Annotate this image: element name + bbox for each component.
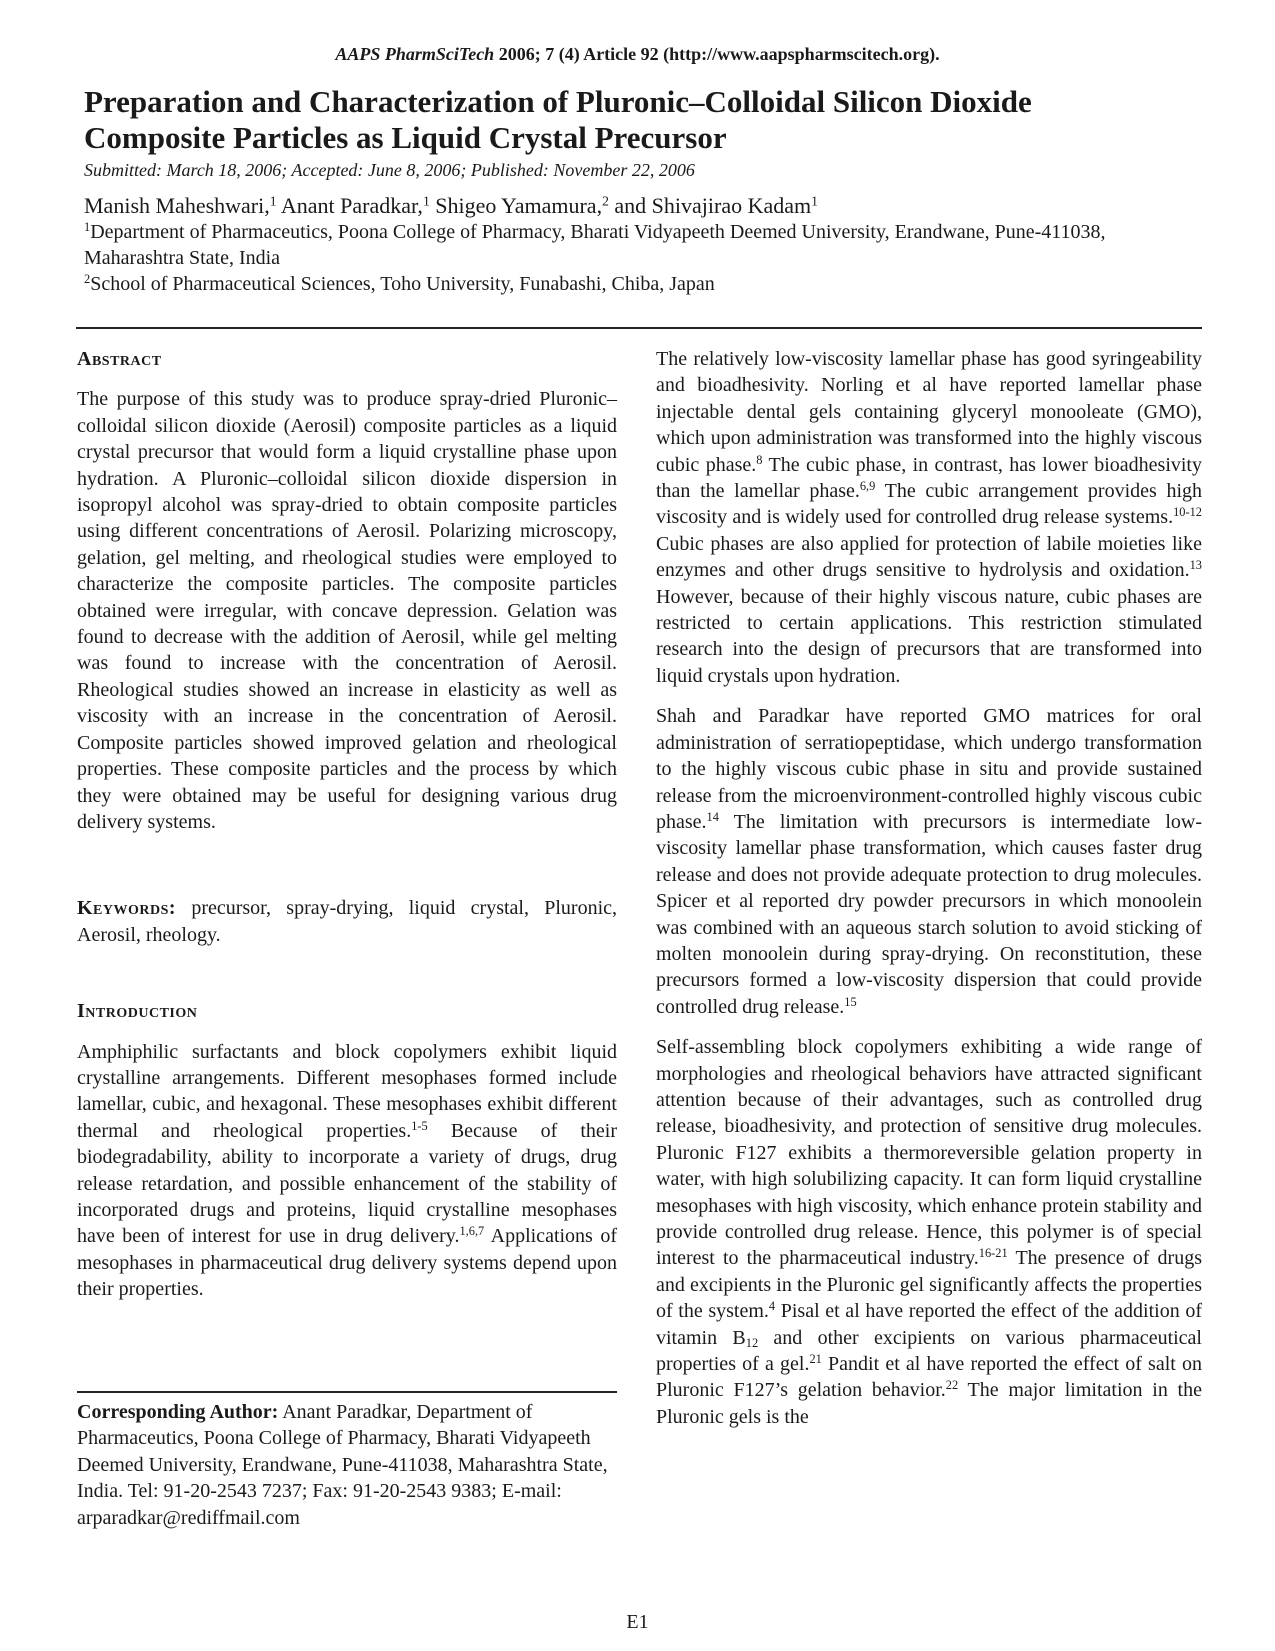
citation-ref: 1-5: [411, 1118, 428, 1133]
author: Anant Paradkar,: [280, 193, 423, 218]
affiliation-1: [84, 219, 1204, 271]
subscript: 12: [745, 1335, 759, 1350]
header-divider: [76, 327, 1202, 329]
text-span: Because of their biodegradability, ability to incorporate a variety of drugs, drug release retardation, and possible enhancement of the stability of incorporated drugs and proteins, liquid crystalline mesophases have been of interest for use in drug delivery.: [77, 1119, 617, 1248]
citation-ref: 21: [809, 1352, 822, 1367]
author-affiliation-marker: 1: [269, 193, 277, 209]
text-span: However, because of their highly viscous nature, cubic phases are restricted to certain applications. This restriction stimulated research into the design of precursors that are transformed into liquid crystals upon hydration.: [656, 585, 1202, 687]
affiliation-text: School of Pharmaceutical Sciences, Toho University, Funabashi, Chiba, Japan: [90, 273, 715, 295]
citation-ref: 8: [756, 452, 763, 467]
journal-citation: 2006; 7 (4) Article 92 (http://www.aapspharmscitech.org).: [498, 44, 940, 64]
journal-citation-line: [0, 44, 1275, 65]
text-span: Cubic phases are also applied for protection of labile moieties like enzymes and other drugs sensitive to hydrolysis and oxidation.: [656, 532, 1202, 582]
body-paragraph: [656, 1034, 1202, 1430]
citation-ref: 16-21: [978, 1246, 1008, 1261]
title-line-2: Composite Particles as Liquid Crystal Precursor: [84, 120, 727, 155]
text-span: Self-assembling block copolymers exhibiting a wide range of morphologies and rheological behaviors have attracted significant attention because of their advantages, such as controlled drug release, bioadhesivity, and protection of sensitive drug molecules. Pluronic F127 exhibits a thermoreversible gelation property in water, with high solubilizing capacity. It can form liquid crystalline mesophases with high viscosity, which enhance protein stability and provide controlled drug release. Hence, this polymer is of special interest to the pharmaceutical industry.: [656, 1036, 1202, 1270]
text-span: The major limitation in the Pluronic gels is the: [656, 1379, 1202, 1428]
text-span: Pisal et al have reported the effect of the addition of vitamin B: [656, 1300, 1203, 1349]
introduction-heading: Introduction: [77, 1000, 198, 1023]
text-span: The relatively low-viscosity lamellar phase has good syringeability and bioadhesivity. Norling et al have reported lamellar phase injectable dental gels containing glyceryl monooleate (GMO), which upon administration was transformed into the highly viscous cubic phase.: [656, 348, 1202, 476]
text-span: The cubic phase, in contrast, has lower bioadhesivity than the lamellar phase.: [656, 453, 1202, 503]
keywords-label: Keywords:: [77, 897, 177, 920]
author: Manish Maheshwari,: [84, 193, 270, 218]
keywords: [77, 895, 617, 948]
text-span: and other excipients on various pharmaceutical properties of a gel.: [656, 1326, 1202, 1376]
text-span: The limitation with precursors is intermediate low-viscosity lamellar phase transformation, which causes faster drug release and does not provide adequate protection to drug molecules. Spicer et al reported dry powder precursors in which monoolein was combined with an aqueous starch solution to avoid sticking of molten monoolein during spray-drying. On reconstitution, these precursors formed a low-viscosity dispersion that could provide controlled drug release.: [656, 810, 1202, 1018]
affiliation-text: Department of Pharmaceutics, Poona College of Pharmacy, Bharati Vidyapeeth Deemed University, Erandwane, Pune-411038, Maharashtra State, India: [84, 221, 1106, 269]
corresponding-author-box: [77, 1391, 617, 1531]
citation-ref: 15: [844, 994, 857, 1009]
author-affiliation-marker: 1: [811, 193, 818, 209]
citation-ref: 14: [706, 810, 719, 825]
body-paragraph: [656, 346, 1202, 689]
author: and Shivajirao Kadam: [614, 193, 812, 218]
text-span: Amphiphilic surfactants and block copolymers exhibit liquid crystalline arrangements. Different mesophases formed include lamellar, cubic, and hexagonal. These mesophases exhibit different thermal and rheological properties.: [77, 1040, 617, 1142]
affiliation-number: 2: [84, 272, 91, 287]
citation-ref: 13: [1189, 558, 1202, 573]
affiliation-2: [84, 271, 1204, 297]
introduction-paragraph: [77, 1039, 617, 1303]
text-span: Shah and Paradkar have reported GMO matrices for oral administration of serratiopeptidase, which undergo transformation to the highly viscous cubic phase in situ and provide sustained release from the microenvironment-controlled highly viscous cubic phase.: [656, 705, 1202, 833]
citation-ref: 10-12: [1173, 505, 1202, 520]
author: Shigeo Yamamura,: [435, 193, 603, 218]
abstract-text: The purpose of this study was to produce spray-dried Pluronic–colloidal silicon dioxide (Aerosil) composite particles as a liquid crystal precursor that would form a liquid crystalline phase upon hydration. A Pluronic–colloidal silicon dioxide dispersion in isopropyl alcohol was spray-dried to obtain composite particles using different concentrations of Aerosil. Polarizing microscopy, gelation, gel melting, and rheological studies were employed to characterize the composite particles. The composite particles obtained were irregular, with concave depression. Gelation was found to decrease with the addition of Aerosil, while gel melting was found to increase with the concentration of Aerosil. Rheological studies showed an increase in elasticity as well as viscosity with an increase in the concentration of Aerosil. Composite particles showed improved gelation and rheological properties. These composite particles and the process by which they were obtained may be useful for designing various drug delivery systems.: [77, 388, 617, 833]
text-span: The cubic arrangement provides high viscosity and is widely used for controlled drug release systems.: [656, 480, 1202, 529]
corresponding-author-label: Corresponding Author:: [77, 1401, 279, 1423]
text-span: The presence of drugs and excipients in the Pluronic gel significantly affects the properties of the system.: [656, 1247, 1202, 1323]
publication-dates: Submitted: March 18, 2006; Accepted: June 8, 2006; Published: November 22, 2006: [84, 160, 695, 180]
text-span: Pandit et al have reported the effect of salt on Pluronic F127’s gelation behavior.: [656, 1353, 1202, 1402]
abstract-heading: Abstract: [77, 348, 162, 370]
citation-ref: 4: [768, 1299, 776, 1314]
title-line-1: Preparation and Characterization of Pluronic–Colloidal Silicon Dioxide: [84, 84, 1032, 119]
article-title: [84, 84, 1204, 156]
keywords-text: precursor, spray-drying, liquid crystal, Pluronic, Aerosil, rheology.: [77, 897, 618, 946]
affiliation-number: 1: [84, 220, 91, 235]
author-list: [84, 193, 818, 219]
corresponding-author-text: Anant Paradkar, Department of Pharmaceutics, Poona College of Pharmacy, Bharati Vidyapeeth Deemed University, Erandwane, Pune-411038, Maharashtra State, India. Tel: 91-20-2543 7237; Fax: 91-20-2543 9383; E-mail: arparadkar@rediffmail.com: [77, 1401, 608, 1529]
body-paragraph: [656, 703, 1202, 1020]
left-column: [77, 346, 617, 1303]
author-affiliation-marker: 2: [602, 193, 609, 209]
citation-ref: 1,6,7: [459, 1224, 485, 1239]
citation-ref: 6,9: [859, 479, 876, 494]
text-span: Applications of mesophases in pharmaceutical drug delivery systems depend upon their properties.: [77, 1225, 617, 1301]
citation-ref: 22: [945, 1378, 959, 1393]
page-number: E1: [626, 1611, 649, 1633]
journal-name: AAPS PharmSciTech: [335, 44, 495, 64]
right-column: [656, 346, 1202, 1430]
author-affiliation-marker: 1: [422, 193, 430, 209]
